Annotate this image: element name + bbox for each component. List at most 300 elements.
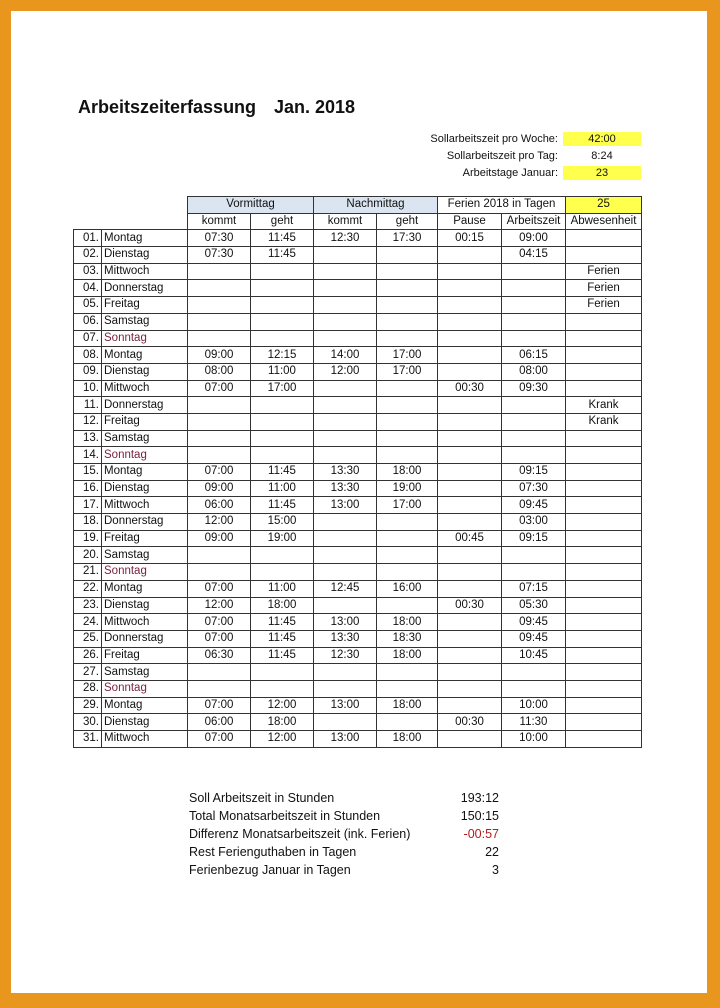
cell-weekday: Freitag [102,413,188,430]
cell-am-geht[interactable] [251,447,314,464]
cell-am-geht[interactable] [251,397,314,414]
cell-am-kommt[interactable] [188,280,251,297]
cell-day-number: 19. [74,530,102,547]
cell-day-number: 12. [74,413,102,430]
cell-abwesenheit[interactable] [566,514,642,531]
cell-pm-geht[interactable]: 17:00 [377,347,438,364]
cell-am-kommt[interactable] [188,263,251,280]
cell-pm-geht[interactable] [377,514,438,531]
table-row [74,263,642,280]
cell-pm-kommt[interactable] [314,247,377,264]
settings-row [351,148,641,164]
cell-weekday: Mittwoch [102,731,188,748]
cell-pm-kommt[interactable]: 13:00 [314,697,377,714]
cell-am-geht[interactable]: 11:45 [251,497,314,514]
cell-am-kommt[interactable]: 06:00 [188,497,251,514]
table-row [74,697,642,714]
cell-pm-kommt[interactable] [314,714,377,731]
cell-arbeitszeit[interactable] [502,547,566,564]
cell-am-geht[interactable] [251,664,314,681]
cell-pm-kommt[interactable] [314,430,377,447]
cell-pm-kommt[interactable] [314,680,377,697]
cell-pm-geht[interactable] [377,597,438,614]
cell-am-kommt[interactable]: 09:00 [188,530,251,547]
cell-pause[interactable] [438,697,502,714]
cell-abwesenheit[interactable] [566,731,642,748]
cell-am-kommt[interactable]: 07:00 [188,731,251,748]
col-header-abwesenheit: Abwesenheit [566,213,642,230]
settings-value[interactable]: 42:00 [563,132,641,146]
cell-am-kommt[interactable]: 07:00 [188,697,251,714]
table-row [74,464,642,481]
table-row [74,647,642,664]
cell-arbeitszeit[interactable]: 10:45 [502,647,566,664]
cell-am-kommt[interactable]: 07:30 [188,247,251,264]
cell-pause[interactable] [438,480,502,497]
cell-abwesenheit[interactable] [566,564,642,581]
cell-arbeitszeit[interactable]: 09:30 [502,380,566,397]
totals-value-negative: -00:57 [463,827,499,841]
cell-weekday: Freitag [102,297,188,314]
cell-pm-kommt[interactable]: 12:00 [314,363,377,380]
cell-abwesenheit[interactable]: Ferien [566,297,642,314]
cell-weekday: Mittwoch [102,614,188,631]
cell-pm-geht[interactable] [377,263,438,280]
cell-abwesenheit[interactable]: Ferien [566,263,642,280]
cell-weekday: Samstag [102,313,188,330]
cell-pm-kommt[interactable]: 13:00 [314,614,377,631]
cell-am-geht[interactable] [251,680,314,697]
cell-pause[interactable] [438,630,502,647]
cell-pm-kommt[interactable] [314,397,377,414]
cell-arbeitszeit[interactable]: 10:00 [502,697,566,714]
cell-am-kommt[interactable] [188,397,251,414]
cell-day-number: 06. [74,313,102,330]
cell-abwesenheit[interactable]: Ferien [566,280,642,297]
cell-weekday: Montag [102,697,188,714]
cell-am-kommt[interactable] [188,413,251,430]
cell-weekday: Montag [102,580,188,597]
cell-abwesenheit[interactable] [566,480,642,497]
cell-arbeitszeit[interactable]: 04:15 [502,247,566,264]
table-header-columns [74,213,642,230]
cell-abwesenheit[interactable] [566,630,642,647]
cell-abwesenheit[interactable] [566,347,642,364]
settings-label: Sollarbeitszeit pro Tag: [446,150,558,162]
cell-day-number: 29. [74,697,102,714]
cell-day-number: 16. [74,480,102,497]
cell-am-geht[interactable]: 11:45 [251,647,314,664]
cell-pm-geht[interactable] [377,530,438,547]
cell-pause[interactable] [438,547,502,564]
table-row [74,731,642,748]
cell-am-geht[interactable]: 12:00 [251,697,314,714]
cell-am-geht[interactable] [251,413,314,430]
cell-weekday: Donnerstag [102,397,188,414]
col-header-geht: geht [377,213,438,230]
cell-pm-geht[interactable] [377,664,438,681]
cell-pm-geht[interactable] [377,430,438,447]
cell-abwesenheit[interactable] [566,464,642,481]
cell-pm-geht[interactable]: 18:00 [377,697,438,714]
cell-abwesenheit[interactable] [566,647,642,664]
cell-arbeitszeit[interactable] [502,413,566,430]
cell-am-geht[interactable] [251,430,314,447]
cell-arbeitszeit[interactable] [502,664,566,681]
cell-arbeitszeit[interactable] [502,430,566,447]
settings-value[interactable]: 8:24 [591,150,613,162]
cell-am-geht[interactable] [251,564,314,581]
cell-abwesenheit[interactable] [566,313,642,330]
title-text: Arbeitszeiterfassung [78,97,257,117]
cell-arbeitszeit[interactable]: 11:30 [502,714,566,731]
cell-arbeitszeit[interactable]: 05:30 [502,597,566,614]
cell-am-kommt[interactable] [188,447,251,464]
cell-am-geht[interactable]: 11:45 [251,230,314,247]
cell-pm-geht[interactable]: 19:00 [377,480,438,497]
cell-am-geht[interactable]: 11:00 [251,580,314,597]
cell-am-geht[interactable]: 11:45 [251,630,314,647]
cell-weekday: Sonntag [102,564,188,581]
settings-row [351,131,641,147]
totals-label: Differenz Monatsarbeitszeit (ink. Ferien) [189,827,411,841]
cell-pm-geht[interactable] [377,297,438,314]
cell-weekday: Sonntag [102,447,188,464]
cell-weekday: Donnerstag [102,630,188,647]
cell-pm-geht[interactable] [377,397,438,414]
cell-am-geht[interactable] [251,263,314,280]
cell-pause[interactable] [438,413,502,430]
cell-pause[interactable] [438,397,502,414]
cell-pause[interactable] [438,497,502,514]
cell-pm-kommt[interactable]: 12:30 [314,647,377,664]
cell-am-kommt[interactable]: 07:00 [188,614,251,631]
cell-abwesenheit[interactable]: Krank [566,413,642,430]
table-row [74,614,642,631]
cell-pause[interactable] [438,564,502,581]
col-header-kommt: kommt [188,213,251,230]
cell-arbeitszeit[interactable]: 09:45 [502,614,566,631]
cell-am-geht[interactable] [251,330,314,347]
cell-am-kommt[interactable] [188,547,251,564]
cell-pm-kommt[interactable]: 12:45 [314,580,377,597]
cell-day-number: 28. [74,680,102,697]
table-row [74,664,642,681]
cell-pause[interactable] [438,363,502,380]
cell-pause[interactable]: 00:15 [438,230,502,247]
cell-pm-geht[interactable] [377,680,438,697]
cell-abwesenheit[interactable] [566,430,642,447]
cell-day-number: 14. [74,447,102,464]
cell-am-kommt[interactable]: 12:00 [188,514,251,531]
cell-weekday: Montag [102,230,188,247]
col-header-kommt: kommt [314,213,377,230]
cell-pause[interactable] [438,430,502,447]
totals-value: 150:15 [460,809,499,823]
cell-arbeitszeit[interactable] [502,330,566,347]
cell-pm-kommt[interactable]: 12:30 [314,230,377,247]
cell-weekday: Samstag [102,547,188,564]
cell-arbeitszeit[interactable]: 09:15 [502,464,566,481]
cell-pm-kommt[interactable] [314,263,377,280]
document-page [11,11,707,993]
cell-pm-geht[interactable]: 18:00 [377,614,438,631]
cell-day-number: 04. [74,280,102,297]
cell-arbeitszeit[interactable]: 07:30 [502,480,566,497]
cell-pm-geht[interactable] [377,714,438,731]
cell-arbeitszeit[interactable] [502,397,566,414]
cell-pm-geht[interactable] [377,413,438,430]
cell-weekday: Dienstag [102,480,188,497]
cell-pm-kommt[interactable] [314,297,377,314]
cell-arbeitszeit[interactable] [502,313,566,330]
cell-arbeitszeit[interactable]: 08:00 [502,363,566,380]
cell-am-geht[interactable]: 11:00 [251,363,314,380]
cell-pause[interactable] [438,447,502,464]
cell-pm-geht[interactable]: 17:00 [377,363,438,380]
time-table [73,196,642,748]
col-header-geht: geht [251,213,314,230]
cell-arbeitszeit[interactable]: 09:00 [502,230,566,247]
cell-am-geht[interactable]: 12:00 [251,731,314,748]
cell-am-kommt[interactable]: 07:30 [188,230,251,247]
cell-pm-geht[interactable]: 18:00 [377,647,438,664]
cell-am-geht[interactable]: 18:00 [251,597,314,614]
cell-pause[interactable] [438,731,502,748]
cell-pause[interactable] [438,514,502,531]
cell-pm-kommt[interactable] [314,280,377,297]
cell-pm-geht[interactable]: 16:00 [377,580,438,597]
cell-day-number: 23. [74,597,102,614]
cell-pm-kommt[interactable]: 13:30 [314,630,377,647]
cell-weekday: Sonntag [102,680,188,697]
cell-pause[interactable] [438,297,502,314]
cell-pm-kommt[interactable] [314,514,377,531]
cell-am-kommt[interactable]: 09:00 [188,347,251,364]
cell-pause[interactable] [438,464,502,481]
cell-arbeitszeit[interactable]: 06:15 [502,347,566,364]
table-row [74,630,642,647]
cell-abwesenheit[interactable] [566,614,642,631]
cell-arbeitszeit[interactable] [502,447,566,464]
cell-pause[interactable] [438,664,502,681]
cell-pause[interactable] [438,313,502,330]
cell-arbeitszeit[interactable]: 09:45 [502,630,566,647]
cell-pm-geht[interactable] [377,330,438,347]
cell-arbeitszeit[interactable] [502,280,566,297]
cell-arbeitszeit[interactable]: 10:00 [502,731,566,748]
ferien-value[interactable]: 25 [566,197,642,214]
cell-pause[interactable] [438,347,502,364]
totals-label: Total Monatsarbeitszeit in Stunden [189,809,381,823]
cell-am-geht[interactable] [251,280,314,297]
cell-pm-geht[interactable]: 18:30 [377,630,438,647]
cell-abwesenheit[interactable] [566,230,642,247]
cell-arbeitszeit[interactable]: 07:15 [502,580,566,597]
cell-pm-kommt[interactable] [314,447,377,464]
cell-weekday: Mittwoch [102,380,188,397]
cell-pm-geht[interactable] [377,380,438,397]
cell-pause[interactable]: 00:30 [438,714,502,731]
cell-am-geht[interactable]: 11:45 [251,464,314,481]
totals-label: Rest Ferienguthaben in Tagen [189,845,357,859]
cell-abwesenheit[interactable] [566,714,642,731]
cell-weekday: Dienstag [102,363,188,380]
cell-arbeitszeit[interactable] [502,263,566,280]
cell-am-geht[interactable] [251,313,314,330]
settings-row [351,165,641,181]
cell-abwesenheit[interactable] [566,380,642,397]
cell-am-geht[interactable] [251,297,314,314]
cell-abwesenheit[interactable] [566,497,642,514]
cell-am-kommt[interactable] [188,297,251,314]
cell-pause[interactable] [438,263,502,280]
cell-pm-kommt[interactable] [314,313,377,330]
cell-arbeitszeit[interactable] [502,297,566,314]
cell-day-number: 09. [74,363,102,380]
cell-pm-kommt[interactable] [314,530,377,547]
page-title [78,97,356,118]
cell-pm-geht[interactable] [377,313,438,330]
cell-pm-kommt[interactable] [314,664,377,681]
cell-pm-kommt[interactable]: 13:00 [314,497,377,514]
cell-abwesenheit[interactable] [566,247,642,264]
cell-abwesenheit[interactable] [566,664,642,681]
totals-label: Ferienbezug Januar in Tagen [189,863,351,877]
cell-arbeitszeit[interactable] [502,564,566,581]
cell-pm-geht[interactable]: 17:30 [377,230,438,247]
cell-weekday: Samstag [102,664,188,681]
cell-pm-kommt[interactable]: 14:00 [314,347,377,364]
cell-abwesenheit[interactable] [566,363,642,380]
cell-day-number: 03. [74,263,102,280]
cell-arbeitszeit[interactable]: 03:00 [502,514,566,531]
cell-pm-geht[interactable] [377,280,438,297]
cell-abwesenheit[interactable] [566,330,642,347]
cell-am-geht[interactable]: 19:00 [251,530,314,547]
cell-pm-kommt[interactable] [314,547,377,564]
cell-am-kommt[interactable]: 12:00 [188,597,251,614]
cell-pm-geht[interactable]: 18:00 [377,731,438,748]
cell-pause[interactable] [438,680,502,697]
cell-weekday: Freitag [102,647,188,664]
cell-weekday: Mittwoch [102,497,188,514]
cell-weekday: Sonntag [102,330,188,347]
cell-am-geht[interactable]: 17:00 [251,380,314,397]
cell-abwesenheit[interactable] [566,597,642,614]
cell-abwesenheit[interactable] [566,680,642,697]
cell-weekday: Mittwoch [102,263,188,280]
cell-am-geht[interactable]: 11:00 [251,480,314,497]
cell-abwesenheit[interactable] [566,547,642,564]
table-row [74,313,642,330]
cell-am-kommt[interactable] [188,330,251,347]
cell-am-kommt[interactable] [188,680,251,697]
cell-pause[interactable] [438,614,502,631]
cell-pause[interactable] [438,330,502,347]
cell-arbeitszeit[interactable]: 09:45 [502,497,566,514]
cell-abwesenheit[interactable] [566,530,642,547]
cell-am-kommt[interactable]: 09:00 [188,480,251,497]
cell-pause[interactable] [438,647,502,664]
cell-pause[interactable] [438,280,502,297]
cell-day-number: 05. [74,297,102,314]
cell-arbeitszeit[interactable] [502,680,566,697]
cell-pm-geht[interactable]: 18:00 [377,464,438,481]
totals-row [189,825,499,843]
table-row [74,380,642,397]
cell-pm-kommt[interactable] [314,330,377,347]
table-row [74,347,642,364]
cell-pause[interactable] [438,580,502,597]
cell-am-kommt[interactable] [188,664,251,681]
table-row [74,480,642,497]
col-header-arbeitszeit: Arbeitszeit [502,213,566,230]
table-row [74,430,642,447]
cell-pm-kommt[interactable] [314,380,377,397]
cell-arbeitszeit[interactable]: 09:15 [502,530,566,547]
cell-am-kommt[interactable]: 08:00 [188,363,251,380]
cell-am-geht[interactable]: 11:45 [251,247,314,264]
cell-am-kommt[interactable]: 06:00 [188,714,251,731]
cell-am-kommt[interactable]: 07:00 [188,464,251,481]
cell-pm-kommt[interactable] [314,564,377,581]
cell-pause[interactable]: 00:30 [438,597,502,614]
cell-am-kommt[interactable] [188,564,251,581]
cell-am-geht[interactable]: 18:00 [251,714,314,731]
cell-day-number: 07. [74,330,102,347]
cell-am-geht[interactable] [251,547,314,564]
cell-pm-geht[interactable] [377,564,438,581]
cell-pm-geht[interactable] [377,447,438,464]
cell-am-kommt[interactable] [188,313,251,330]
cell-day-number: 13. [74,430,102,447]
cell-am-geht[interactable]: 12:15 [251,347,314,364]
cell-pm-kommt[interactable] [314,413,377,430]
settings-label: Sollarbeitszeit pro Woche: [430,133,558,145]
cell-pm-geht[interactable]: 17:00 [377,497,438,514]
cell-pause[interactable]: 00:45 [438,530,502,547]
cell-pm-geht[interactable] [377,247,438,264]
cell-abwesenheit[interactable] [566,580,642,597]
cell-pm-kommt[interactable]: 13:30 [314,464,377,481]
cell-am-kommt[interactable] [188,430,251,447]
table-row [74,447,642,464]
cell-abwesenheit[interactable] [566,447,642,464]
cell-abwesenheit[interactable] [566,697,642,714]
cell-am-kommt[interactable]: 07:00 [188,630,251,647]
cell-am-kommt[interactable]: 07:00 [188,580,251,597]
cell-pm-kommt[interactable] [314,597,377,614]
cell-am-kommt[interactable]: 07:00 [188,380,251,397]
cell-pm-kommt[interactable]: 13:00 [314,731,377,748]
cell-am-geht[interactable]: 15:00 [251,514,314,531]
cell-pause[interactable]: 00:30 [438,380,502,397]
totals-row [189,789,499,807]
cell-day-number: 10. [74,380,102,397]
cell-pm-geht[interactable] [377,547,438,564]
settings-value[interactable]: 23 [563,166,641,180]
cell-pause[interactable] [438,247,502,264]
table-row [74,413,642,430]
cell-weekday: Dienstag [102,714,188,731]
table-row [74,497,642,514]
cell-abwesenheit[interactable]: Krank [566,397,642,414]
cell-am-geht[interactable]: 11:45 [251,614,314,631]
cell-am-kommt[interactable]: 06:30 [188,647,251,664]
cell-pm-kommt[interactable]: 13:30 [314,480,377,497]
table-row [74,330,642,347]
